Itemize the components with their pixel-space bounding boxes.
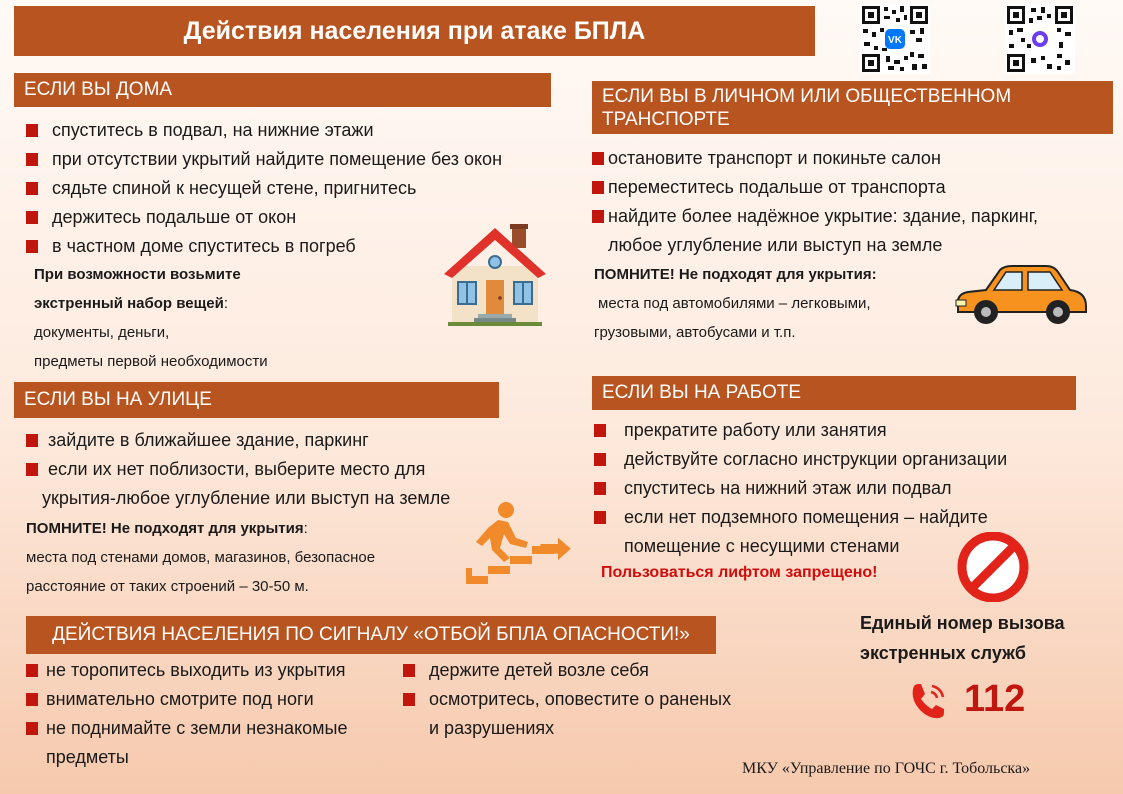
bullet-icon: [403, 693, 415, 706]
list-item: не торопитесь выходить из укрытия: [26, 656, 347, 685]
list-item: осмотритесь, оповестите о раненых: [403, 685, 731, 714]
list-item: не поднимайте с земли незнакомые: [26, 714, 347, 743]
list-item: сядьте спиной к несущей стене, пригнитесь: [26, 174, 502, 203]
emergency-number[interactable]: 112: [964, 678, 1026, 720]
street-list: [26, 426, 450, 513]
list-item-continuation: и разрушениях: [429, 718, 555, 738]
list-item: внимательно смотрите под ноги: [26, 685, 347, 714]
bullet-icon: [594, 453, 606, 466]
list-item: при отсутствии укрытий найдите помещение без окон: [26, 145, 502, 174]
emergency-label: Единый номер вызова экстренных служб: [860, 613, 1065, 663]
list-item: если их нет поблизости, выберите место для: [26, 455, 450, 484]
list-item-continuation: любое углубление или выступ на земле: [608, 235, 943, 255]
bullet-icon: [592, 210, 604, 223]
bullet-icon: [594, 424, 606, 437]
list-item-continuation: предметы: [46, 747, 129, 767]
bullet-icon: [26, 434, 38, 447]
list-item: переместитесь подальше от транспорта: [592, 173, 1038, 202]
bullet-icon: [26, 182, 38, 195]
list-item: найдите более надёжное укрытие: здание, паркинг,: [592, 202, 1038, 231]
bullet-icon: [594, 482, 606, 495]
list-item: остановите транспорт и покиньте салон: [592, 144, 1038, 173]
work-section-header: ЕСЛИ ВЫ НА РАБОТЕ: [592, 376, 1076, 410]
transport-note: ПОМНИТЕ! Не подходят для укрытия: места под автомобилями – легковыми, грузовыми, автобусами и т.п.: [594, 266, 877, 341]
list-item: прекратите работу или занятия: [594, 416, 1007, 445]
house-icon: [440, 222, 550, 330]
bullet-icon: [26, 693, 38, 706]
list-item: держите детей возле себя: [403, 656, 731, 685]
signal-left-list: [26, 656, 347, 772]
street-section-header: ЕСЛИ ВЫ НА УЛИЦЕ: [14, 382, 499, 418]
bullet-icon: [592, 181, 604, 194]
list-item: если нет подземного помещения – найдите: [594, 503, 1007, 532]
list-item-continuation: укрытия-любое углубление или выступ на земле: [42, 488, 451, 508]
page-title-text: Действия населения при атаке БПЛА: [183, 16, 646, 45]
svg-text:VK: VK: [888, 35, 902, 46]
signal-right-list: [403, 656, 731, 743]
footer-organization: МКУ «Управление по ГОЧС г. Тобольска»: [742, 760, 1031, 777]
list-item: спуститесь на нижний этаж или подвал: [594, 474, 1007, 503]
list-item: действуйте согласно инструкции организации: [594, 445, 1007, 474]
list-item: зайдите в ближайшее здание, паркинг: [26, 426, 450, 455]
list-item: в частном доме спуститесь в погреб: [26, 232, 502, 261]
transport-list: [592, 144, 1038, 260]
list-item-continuation: помещение с несущими стенами: [624, 536, 900, 556]
list-item: спуститесь в подвал, на нижние этажи: [26, 116, 502, 145]
home-header-text: ЕСЛИ ВЫ ДОМА: [24, 79, 173, 100]
street-note: ПОМНИТЕ! Не подходят для укрытия: места под стенами домов, магазинов, безопасное расстояние от таких строений – 30-50 м.: [26, 520, 376, 595]
bullet-icon: [26, 153, 38, 166]
bullet-icon: [403, 664, 415, 677]
phone-icon[interactable]: [908, 680, 948, 722]
bullet-icon: [26, 240, 38, 253]
work-list: [594, 416, 1007, 561]
elevator-warning: Пользоваться лифтом запрещено!: [601, 564, 878, 581]
bullet-icon: [26, 124, 38, 137]
bullet-icon: [26, 722, 38, 735]
bullet-icon: [592, 152, 604, 165]
running-stairs-icon: [462, 498, 582, 588]
home-list: [26, 116, 502, 261]
bullet-icon: [594, 511, 606, 524]
bullet-icon: [26, 664, 38, 677]
bullet-icon: [26, 463, 38, 476]
home-section-header: [14, 73, 551, 107]
page-title: [14, 6, 815, 56]
prohibition-icon: [956, 532, 1030, 602]
vk-qr-icon[interactable]: [860, 4, 930, 74]
max-qr-icon[interactable]: [1005, 4, 1075, 74]
signal-section-header: ДЕЙСТВИЯ НАСЕЛЕНИЯ ПО СИГНАЛУ «ОТБОЙ БПЛА ОПАСНОСТИ!»: [26, 616, 716, 654]
list-item: держитесь подальше от окон: [26, 203, 502, 232]
car-icon: [952, 262, 1092, 328]
transport-section-header: ЕСЛИ ВЫ В ЛИЧНОМ ИЛИ ОБЩЕСТВЕННОМ ТРАНСПОРТЕ: [592, 81, 1113, 134]
home-note: При возможности возьмите экстренный набор вещей: документы, деньги, предметы первой необходимости: [34, 266, 268, 370]
bullet-icon: [26, 211, 38, 224]
